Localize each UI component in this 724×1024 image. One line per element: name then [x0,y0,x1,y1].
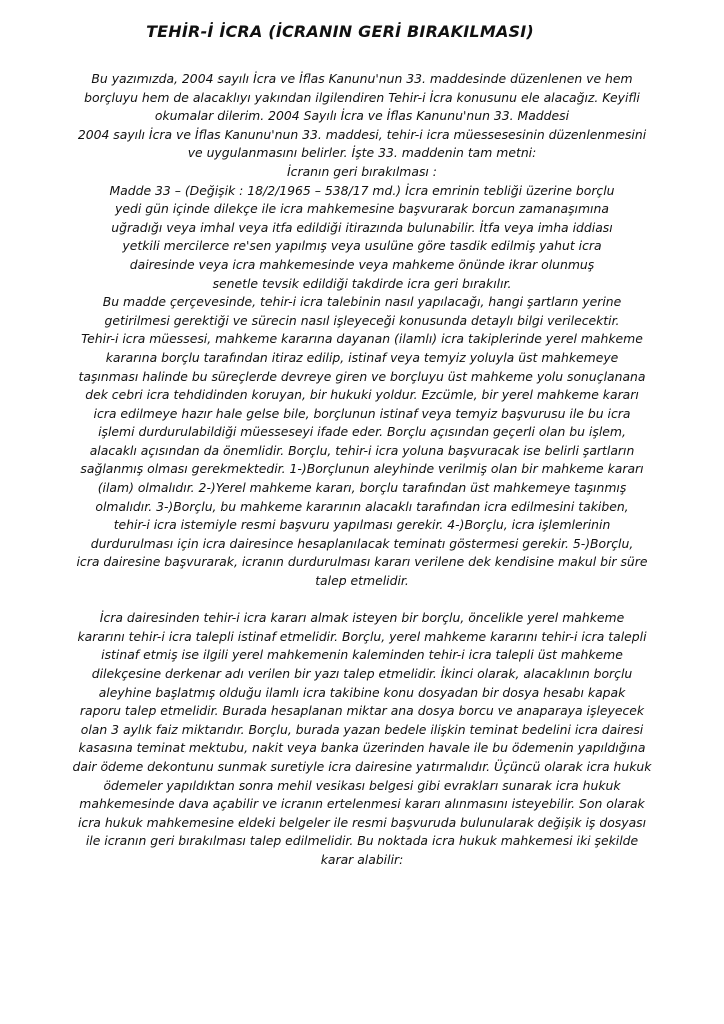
document-body [10,70,714,870]
text-line: karar alabilir: [320,851,404,867]
text-line: senetle tevsik edildiği takdirde icra geri bırakılır. [212,275,512,291]
text-line: kararına borçlu tarafından itiraz edilip, istinaf veya temyiz yoluyla üst mahkemeye [105,349,619,365]
text-line: getirilmesi gerektiği ve sürecin nasıl işleyeceği konusunda detaylı bilgi verilecektir. [104,312,620,328]
text-line: talep etmelidir. [315,573,409,589]
text-line: İcranın geri bırakılması : [287,163,437,179]
text-line: dairesinde veya icra mahkemesinde veya mahkeme önünde ikrar olunmuş [129,256,595,272]
text-line: icra dairesine başvurarak, icranın durdurulması kararı verilene dek kendisine makul bir süre [76,554,648,570]
text-line: icra hukuk mahkemesine eldeki belgeler ile resmi başvuruda bulunularak değişik iş dosyası [77,814,647,830]
text-line: okumalar dilerim. 2004 Sayılı İcra ve İflas Kanunu'nun 33. Maddesi [154,108,570,124]
text-line: dilekçesine derkenar adı verilen bir yazı talep etmelidir. İkinci olarak, alacaklının borçlu [91,666,633,681]
text-line: (ilam) olmalıdır. 2-)Yerel mahkeme kararı, borçlu tarafından üst mahkemeye taşınmış [97,480,627,496]
text-line: aleyhine başlatmış olduğu ilamlı icra takibine konu dosyadan bir dosya hesabı kapak [98,684,626,700]
text-line: ödemeler yapıldıktan sonra mehil vesikası belgesi gibi evrakları sunarak icra hukuk [103,777,621,793]
text-line: taşınması halinde bu süreçlerde devreye giren ve borçluyu üst mahkeme yolu sonuçlanana [78,368,646,384]
paragraph-section-1 [10,70,714,591]
text-line: icra edilmeye hazır hale gelse bile, borçlunun istinaf veya temyiz başvurusu ile bu icra [93,405,631,421]
text-line: borçluyu hem de alacaklıyı yakından ilgilendiren Tehir-i İcra konusunu ele alacağız. Keyifli [84,89,640,105]
text-line: ve uygulanmasını belirler. İşte 33. maddenin tam metni: [187,145,537,161]
text-line: tehir-i icra istemiyle resmi başvuru yapılması gerekir. 4-)Borçlu, icra işlemlerinin [113,517,611,533]
text-line: dair ödeme dekontunu sunmak suretiyle icra dairesine yatırmalıdır. Üçüncü olarak icra hukuk [72,758,652,774]
text-line: Bu yazımızda, 2004 sayılı İcra ve İflas Kanunu'nun 33. maddesinde düzenlenen ve hem [91,71,633,86]
text-line: 2004 sayılı İcra ve İflas Kanunu'nun 33. maddesi, tehir-i icra müessesesinin düzenlenmesini [77,126,647,142]
text-line: işlemi durdurulabildiği müesseseyi ifade eder. Borçlu açısından geçerli olan bu işlem, [98,424,626,440]
text-line: durdurulması için icra dairesince hesaplanılacak teminatı göstermesi gerekir. 5-)Borçlu, [90,535,634,551]
document-title: TEHİR-İ İCRA (İCRANIN GERİ BIRAKILMASI) [146,22,534,41]
text-line: olan 3 aylık faiz miktarıdır. Borçlu, burada yazan bedele ilişkin teminat bedelini icra dairesi [80,721,644,737]
text-line: yedi gün içinde dilekçe ile icra mahkemesine başvurarak borcun zamanaşımına [115,201,609,217]
text-line: sağlanmış olması gerekmektedir. 1-)Borçlunun aleyhinde verilmiş olan bir mahkeme kararı [80,461,644,477]
text-line: alacaklı açısından da önemlidir. Borçlu, tehir-i icra yoluna başvuracak ise belirli şartların [89,442,635,458]
text-line: Madde 33 – (Değişik : 18/2/1965 – 538/17 md.) İcra emrinin tebliği üzerine borçlu [109,182,615,198]
paragraph-section-2 [10,609,714,869]
text-line: yetkili mercilerce re'sen yapılmış veya usulüne göre tasdik edilmiş yahut icra [122,238,602,254]
text-line: kararını tehir-i icra talepli istinaf etmelidir. Borçlu, yerel mahkeme kararını tehir-i icra talepli [77,628,647,644]
text-line: olmalıdır. 3-)Borçlu, bu mahkeme kararının alacaklı tarafından icra edilmesini takiben, [95,498,629,514]
text-line: kasasına teminat mektubu, nakit veya banka üzerinden havale ile bu ödemenin yapıldığına [78,740,646,756]
text-line: istinaf etmiş ise ilgili yerel mahkemenin kaleminden tehir-i icra talepli üst mahkeme [101,647,623,663]
text-line: İcra dairesinden tehir-i icra kararı almak isteyen bir borçlu, öncelikle yerel mahkeme [99,610,625,626]
text-line: mahkemesinde dava açabilir ve icranın ertelenmesi kararı alınmasını isteyebilir. Son olarak [79,796,645,812]
text-line: ile icranın geri bırakılması talep edilmelidir. Bu noktada icra hukuk mahkemesi iki şekilde [85,833,639,849]
text-line: Tehir-i icra müessesi, mahkeme kararına dayanan (ilamlı) icra takiplerinde yerel mahkeme [81,331,643,347]
text-line: raporu talep etmelidir. Burada hesaplanan miktar ana dosya borcu ve anaparaya işleyecek [79,703,645,719]
paragraph-spacer [10,591,714,610]
text-line: Bu madde çerçevesinde, tehir-i icra talebinin nasıl yapılacağı, hangi şartların yerine [102,294,622,310]
text-line: uğradığı veya imhal veya itfa edildiği itirazında bulunabilir. İtfa veya imha iddiası [111,219,613,235]
text-line: dek cebri icra tehdidinden koruyan, bir hukuki yoldur. Ezcümle, bir yerel mahkeme kararı [85,387,639,403]
